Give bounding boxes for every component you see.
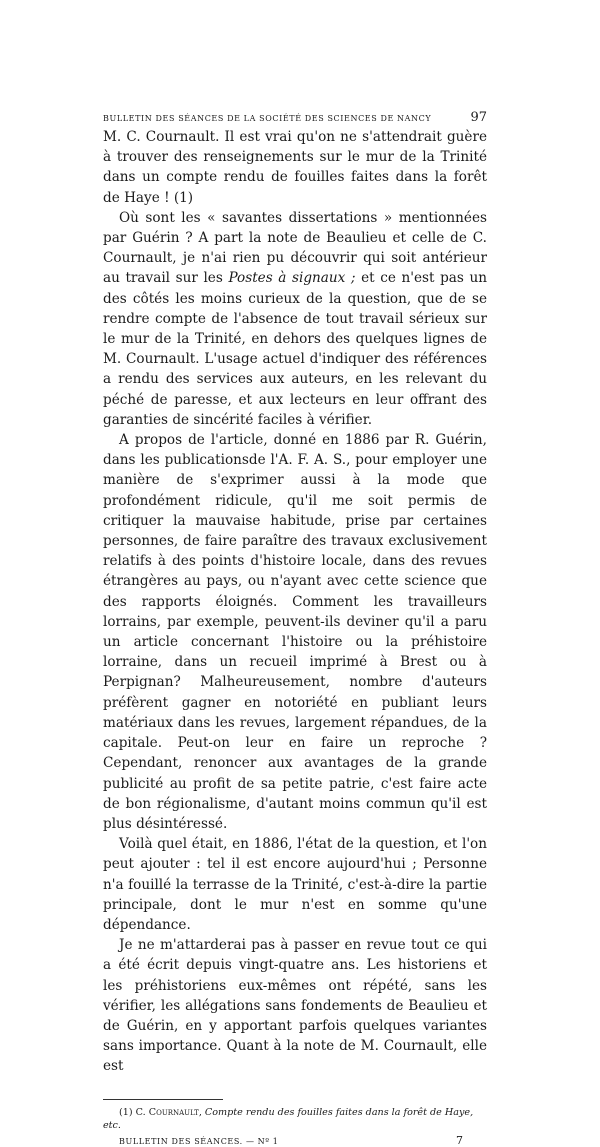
body-text [103, 127, 487, 1077]
page-footer [103, 1134, 487, 1147]
paragraph-2-italic-title: Postes à signaux ; [228, 270, 356, 287]
paragraph-1: M. C. Cournault. Il est vrai qu'on ne s'attendrait guère à trouver des renseignements sur le mur de la Trinité dans un compte rendu de fouilles faites dans la forêt de Haye ! (1) [103, 129, 487, 206]
running-header [103, 110, 487, 125]
paragraph-5: Je ne m'attarderai pas à passer en revue tout ce qui a été écrit depuis vingt-quatre ans. Les historiens et les préhistoriens eux-mêmes ont répété, sans les vérifier, les allégations sans fondements de Beaulieu et de Guérin, en y apportant parfois quelques variantes sans importance. Quant à la note de M. Cournault, elle est [103, 937, 487, 1075]
paragraph-3: A propos de l'article, donné en 1886 par R. Guérin, dans les publicationsde l'A. F. A. S., pour employer une manière de s'exprimer aussi à la mode que profondément ridicule, qu'il me soit permis de critiquer la mauvaise habitude, prise par certaines personnes, de faire paraître des travaux exclusivement relatifs à des points d'histoire locale, dans des revues étrangères au pays, ou n'ayant avec cette science que des rapports éloignés. Comment les travailleurs lorrains, par exemple, peuvent-ils deviner qu'il a paru un article concernant l'histoire ou la préhistoire lorraine, dans un recueil imprimé à Brest ou à Perpignan? Malheureusement, nombre d'auteurs préfèrent gagner en notoriété en publiant leurs matériaux dans les revues, largement répandues, de la capitale. Peut-on leur en faire un reproche ? Cependant, renoncer aux avantages de la grande publicité au profit de sa petite patrie, c'est faire acte de bon régionalisme, d'autant moins commun qu'il est plus désintéressé. [103, 432, 487, 832]
signature-mark: 7 [456, 1133, 463, 1147]
page-number: 97 [470, 110, 487, 125]
paragraph-2 [103, 208, 487, 430]
paragraph-2-end: et ce n'est pas un des côtés les moins curieux de la question, que de se rendre compte de l'absence de tout travail sérieux sur le mur de la Trinité, en dehors des quelques lignes de M. Cournault. L'usage actuel d'indiquer des références a rendu des services aux auteurs, en les relevant du péché de paresse, et aux lecteurs en leur offrant des garanties de sincérité faciles à vérifier. [103, 270, 487, 428]
footnote-author: Cournault, [148, 1106, 202, 1118]
footnote-rule [103, 1099, 223, 1100]
footer-bulletin: BULLETIN DES SÉANCES. — Nº 1 [119, 1136, 279, 1146]
paragraph-4: Voilà quel était, en 1886, l'état de la question, et l'on peut ajouter : tel il est encore aujourd'hui ; Personne n'a fouillé la terrasse de la Trinité, c'est-à-dire la partie principale, dont le mur n'est en somme qu'une dépendance. [103, 836, 487, 933]
footnote-title: Compte rendu des fouilles faites dans la forêt de Haye, etc. [103, 1106, 474, 1131]
paragraph-2-start: Où sont les « savantes dissertations » mentionnées par Guérin ? A part la note de Beaulieu et celle de C. Cournault, je n'ai rien pu découvrir qui soit antérieur au travail sur les [103, 209, 487, 287]
footnote [103, 1106, 487, 1132]
running-title: BULLETIN DES SÉANCES DE LA SOCIÉTÉ DES SCIENCES DE NANCY [103, 114, 432, 123]
page [103, 110, 487, 1147]
footnote-marker: (1) C. [119, 1106, 149, 1118]
